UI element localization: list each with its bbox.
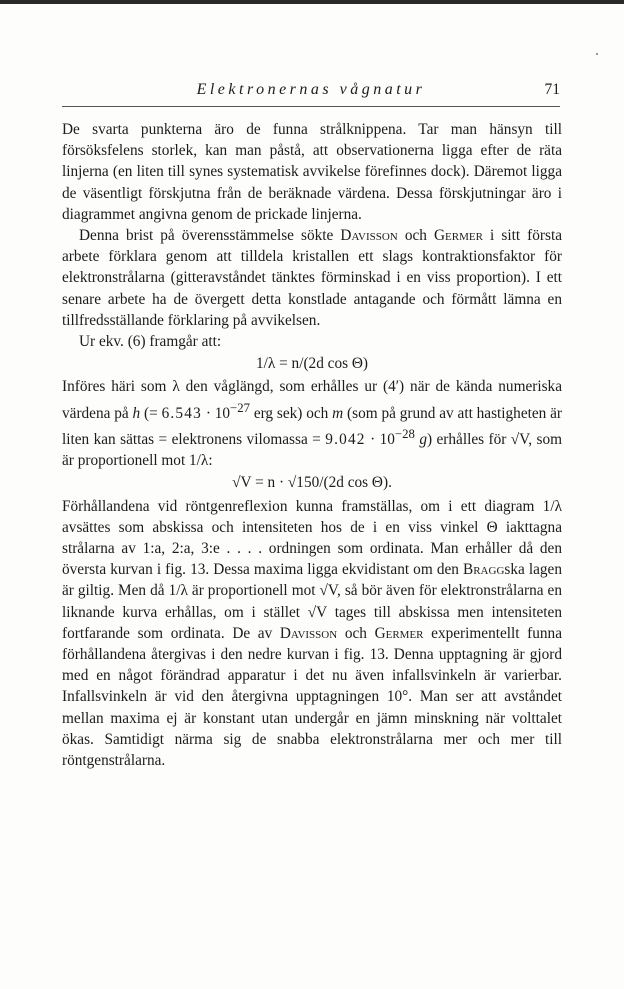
paragraph-4: Införes häri som λ den våglängd, som erhålles ur (4′) när de kända numeriska värdena på h (= $6.543 \cdot 10^{-27}$ erg sek) och m (som på grund av att hastigheten är liten kan sättas = elektronens vilomassa = $9.042 \cdot 10^{-28}$ g) erhålles för √V, som är proportionell mot 1/λ: [62, 378, 563, 470]
author-davisson: Davisson [279, 624, 338, 642]
author-bragg: Bragg [463, 561, 505, 579]
running-title: Elektronernas vågnatur [196, 81, 426, 98]
author-germer: Germer [434, 227, 483, 245]
paragraph-5: Förhållandena vid röntgenreflexion kunna framställas, om i ett diagram 1/λ avsättes som abskissa och intensiteten hos de i en viss vinkel Θ iakttagna strålarna av 1:a, 2:a, 3:e . . . . ordningen som ordinata. Man erhåller då den översta kurvan i fig. 13. Dessa maxima ligga ekvidistant om den Braggska lagen är giltig. Men då 1/λ är proportionell mot √V, så bör även för elektronstrålarna en liknande kurva erhållas, om i stället √V tages till abskissa men intensiteten fortfarande som ordinata. De av Davisson och Germer experimentellt funna förhållandena återgivas i den nedre kurvan i fig. 13. Denna upptagning är gjord med en något förändrad apparatur i det nu även infallsvinkeln är varierbar. Infallsvinkeln är vid den återgivna upptagningen 10°. Man ser att avståndet mellan maxima ej är konstant utan undergår en jämn minskning när volttalet ökas. Samtidigt närma sig de snabba elektronstrålarna mer och mer till röntgenstrålarna. [62, 497, 562, 770]
paragraph-3: Ur ekv. (6) framgår att: [79, 333, 222, 351]
author-germer: Germer [374, 624, 424, 642]
speck-mark [596, 53, 598, 55]
header-rule [62, 106, 560, 107]
body-text [62, 119, 562, 771]
author-davisson: Davisson [340, 227, 398, 245]
paragraph-2: Denna brist på överensstämmelse sökte Davisson och Germer i sitt första arbete förklara genom att tilldela kristallen ett slags kontraktionsfaktor för elektronstrålarna (gitteravståndet tänktes förminskad i en viss proportion). I ett senare arbete ha de övergett detta konstlade antagande och förmått lämna en tillfredsställande förklaring på avvikelsen. [62, 227, 562, 329]
page-number: 71 [544, 81, 560, 98]
top-border [0, 0, 624, 4]
formula-wavelength: 1/λ = n/(2d cos Θ) [255, 355, 369, 373]
paragraph-1: De svarta punkterna äro de funna strålknippena. Tar man hänsyn till försöksfelens storlek, kan man påstå, att observationerna ligga efter de räta linjerna (en liten till synes systematisk avvikelse förefinnes dock). Däremot ligga de väsentligt förskjutna från de beräknade värdena. Dessa förskjutningar äro i diagrammet angivna genom de prickade linjerna. [62, 121, 562, 223]
formula-voltage: √V = n · √150/(2d cos Θ). [232, 474, 392, 492]
